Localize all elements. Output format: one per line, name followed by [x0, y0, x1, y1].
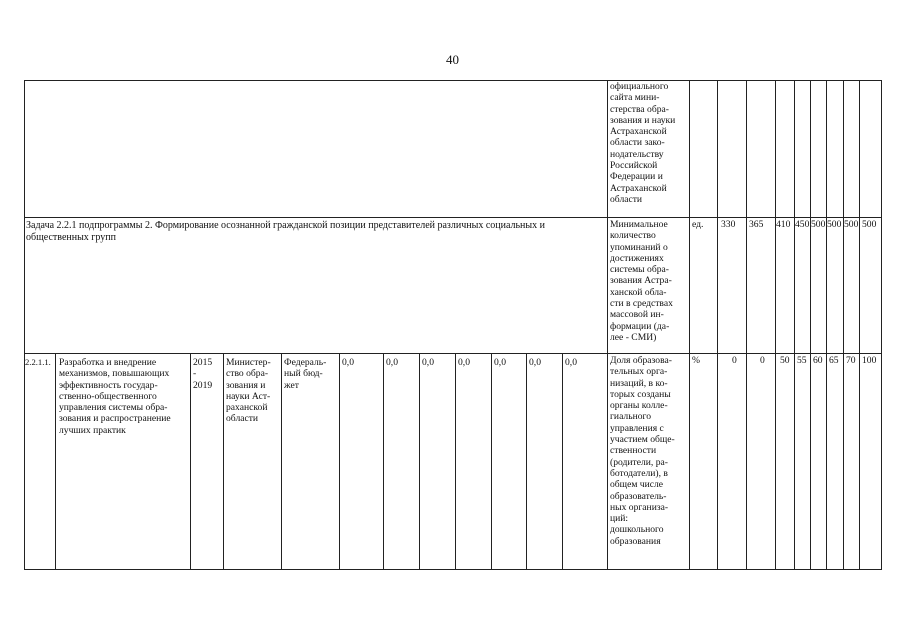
task-value: 365 [749, 219, 764, 230]
measure-number: 2.2.1.1. [25, 357, 51, 367]
task-title: Задача 2.2.1 подпрограммы 2. Формирование осознанной гражданской позиции представителей различных социальных и общественных групп [26, 220, 545, 243]
column-divider [843, 80, 844, 570]
task-value: 410 [776, 219, 791, 230]
task-value: 450 [795, 219, 810, 230]
page-number: 40 [446, 52, 459, 67]
table-top-border [24, 80, 881, 81]
column-divider [717, 80, 718, 570]
measure-executor: Министер- ство обра- зования и науки Аст- раханской области [226, 357, 271, 425]
continued-indicator-text: официального сайта мини- стерства обра- зования и науки Астраханской области зако- нодательству Российской Федерации и Астраханской области [610, 81, 676, 205]
financing-value: 0,0 [529, 357, 541, 368]
measure-value: 100 [862, 355, 877, 366]
measure-name: Разработка и внедрение механизмов, повышающих эффективность государ- ственно-общественного управления системы обра- зования и распространение лучших практик [59, 357, 171, 436]
column-divider [810, 80, 811, 570]
measure-value: 50 [780, 355, 790, 366]
column-divider [775, 80, 776, 570]
column-divider [826, 80, 827, 570]
financing-value: 0,0 [494, 357, 506, 368]
column-divider [190, 353, 191, 570]
financing-value: 0,0 [386, 357, 398, 368]
column-divider [562, 353, 563, 570]
measure-value: 60 [813, 355, 823, 366]
column-divider [859, 80, 860, 570]
financing-value: 0,0 [565, 357, 577, 368]
column-divider [689, 80, 690, 570]
task-value: 500 [862, 219, 877, 230]
measure-value: 0 [732, 355, 737, 366]
column-divider [281, 353, 282, 570]
column-divider [339, 353, 340, 570]
measure-indicator-text: Доля образова- тельных орга- низаций, в ко- торых созданы органы колле- гиального управления с участием обще- ственности (родители, ра- ботодатели), в общем числе образователь- ных организа- ций: дошкольного образования [610, 355, 675, 547]
column-divider [223, 353, 224, 570]
financing-value: 0,0 [422, 357, 434, 368]
task-value: 500 [827, 219, 842, 230]
column-divider [491, 353, 492, 570]
column-divider [607, 80, 608, 570]
task-unit: ед. [692, 219, 704, 230]
column-divider [419, 353, 420, 570]
table-left-border [24, 80, 25, 570]
measure-value: 0 [760, 355, 765, 366]
financing-value: 0,0 [458, 357, 470, 368]
table-bottom-border [24, 569, 881, 570]
measure-value: 65 [829, 355, 839, 366]
measure-unit: % [692, 355, 700, 366]
column-divider [55, 353, 56, 570]
row-divider [24, 353, 881, 354]
column-divider [383, 353, 384, 570]
column-divider [526, 353, 527, 570]
column-divider [455, 353, 456, 570]
measure-period: 2015 - 2019 [193, 357, 213, 391]
table-right-border [881, 80, 882, 570]
measure-funding-source: Федераль- ный бюд- жет [284, 357, 327, 391]
measure-value: 55 [797, 355, 807, 366]
column-divider [746, 80, 747, 570]
task-indicator-text: Минимальное количество упоминаний о достижениях системы обра- зования Астра- ханской обла- сти в средствах массовой ин- формации (да- лее - СМИ) [610, 219, 673, 343]
task-value: 500 [811, 219, 826, 230]
task-value: 330 [721, 219, 736, 230]
measure-value: 70 [846, 355, 856, 366]
row-divider [24, 217, 881, 218]
financing-value: 0,0 [342, 357, 354, 368]
task-value: 500 [844, 219, 859, 230]
column-divider [794, 80, 795, 570]
